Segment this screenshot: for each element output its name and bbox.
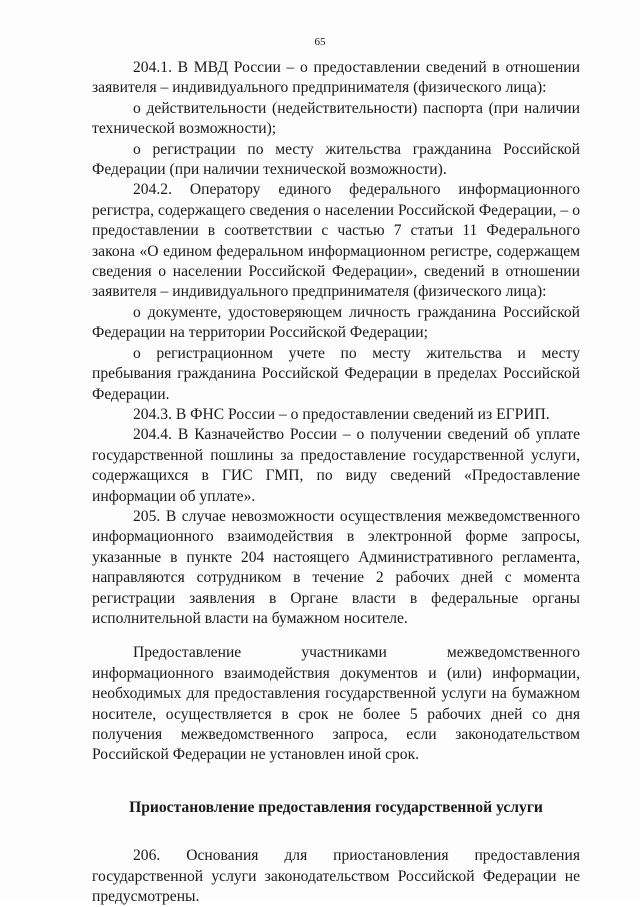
paragraph-passport-validity: о действительности (недействительности) паспорта (при наличии технической возможности); xyxy=(92,99,580,138)
paragraph-204-1: 204.1. В МВД России – о предоставлении сведений в отношении заявителя – индивидуального предпринимателя (физического лица): xyxy=(92,59,580,97)
paragraph-residence-registration: о регистрации по месту жительства гражданина Российской Федерации (при наличии технической возможности). xyxy=(92,140,580,179)
section-heading: Приостановление предоставления государственной услуги xyxy=(129,798,543,816)
paragraph-204-3: 204.3. В ФНС России – о предоставлении сведений из ЕГРИП. xyxy=(133,405,550,423)
paragraph-206: 206. Основания для приостановления предоставления государственной услуги законодательством Российской Федерации не предусмотрены. xyxy=(92,847,580,906)
paragraph-204-4: 204.4. В Казначейство России – о получении сведений об уплате государственной пошлины за предоставление государственной услуги, содержащихся в ГИС ГМП, по виду сведений «Предоставление информации об уплате». xyxy=(92,426,580,505)
paragraph-204-2: 204.2. Оператору единого федерального информационного регистра, содержащего сведения о населении Российской Федерации, – о предоставлении в соответствии с частью 7 статьи 11 Федерального закона «О едином федеральном информационном регистре, содержащем сведения о населении Российской Федерации», сведений в отношении заявителя – индивидуального предпринимателя (физического лица): xyxy=(92,181,580,301)
paragraph-205: 205. В случае невозможности осуществления межведомственного информационного взаимодействия в электронной форме запросы, указанные в пункте 204 настоящего Административного регламента, направляются сотрудником в течение 2 рабочих дней с момента регистрации заявления в Органе власти в федеральные органы исполнительной власти на бумажном носителе. xyxy=(92,507,580,627)
paragraph-registration-record: о регистрационном учете по месту жительства и месту пребывания гражданина Российской Федерации в пределах Российской Федерации. xyxy=(92,344,580,403)
page-number: 65 xyxy=(314,36,326,48)
paragraph-identity-document: о документе, удостоверяющем личность гражданина Российской Федерации на территории Российской Федерации; xyxy=(92,303,580,342)
page-body xyxy=(92,58,580,907)
paragraph-interagency-deadline: Предоставление участниками межведомственного информационного взаимодействия документов и (или) информации, необходимых для предоставления государственной услуги на бумажном носителе, осуществляется в срок не более 5 рабочих дней со дня получения межведомственного запроса, если законодательством Российской Федерации не установлен иной срок. xyxy=(92,644,580,764)
